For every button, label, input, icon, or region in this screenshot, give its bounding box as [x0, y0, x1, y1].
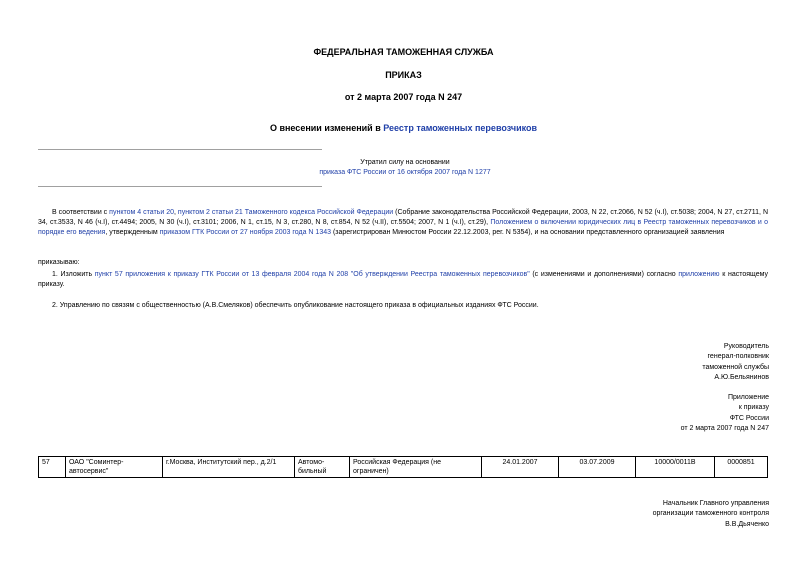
type-line: Автомо-: [298, 459, 325, 466]
status-line: Утратил силу на основании: [360, 159, 450, 166]
type-line: бильный: [298, 468, 327, 475]
preamble-text: (зарегистрирован Минюстом России 22.12.2003, рег. N 5354), и на основании представленного организацией заявления: [331, 229, 725, 236]
preamble-text: В соответствии с: [52, 209, 110, 216]
cell-reg-number: 10000/0011В: [636, 457, 715, 478]
preamble-text: ,: [174, 209, 178, 216]
cell-organization: [66, 457, 163, 478]
registry-table: [38, 456, 768, 478]
title-link-registry[interactable]: Реестр таможенных перевозчиков: [383, 123, 538, 133]
agency-name: ФЕДЕРАЛЬНАЯ ТАМОЖЕННАЯ СЛУЖБА: [313, 47, 494, 57]
cell-date-to: 03.07.2009: [559, 457, 636, 478]
order-word: приказываю:: [38, 259, 80, 266]
preamble-text: (Собрание законодательства Российской Федерации, 2003, N 22, ст.2066, N 52 (ч.I), ст.5038; 2004, N 27, ст.2711, N 34, ст.3533, N 46 (ч.I), ст.4494; 2005, N 30 (ч.I), ст.3101; 2006, N 1, ст.15, N 3, ст.280, N 8, ст.854, N 52 (ч.II), ст.5504; 2007, N 1 (ч.I), ст.29),: [38, 209, 769, 226]
appendix-line: к приказу: [738, 404, 769, 412]
footer-signature-line: Начальник Главного управления: [662, 500, 769, 507]
link-gtk-order-1343[interactable]: приказом ГТК России от 27 ноября 2003 года N 1343: [159, 229, 332, 236]
order-item-2: 2. Управлению по связям с общественностью (А.В.Смеляков) обеспечить опубликование настоящего приказа в официальных изданиях ФТС России.: [52, 302, 539, 309]
link-customs-code[interactable]: пунктом 2 статьи 21 Таможенного кодекса Российской Федерации: [177, 209, 394, 216]
signature-line: Руководитель: [723, 343, 769, 350]
org-line: автосервис": [69, 468, 109, 475]
cell-cert-number: 0000851: [715, 457, 768, 478]
appendix-line: ФТС России: [729, 414, 769, 422]
signature-line: генерал-полковник: [707, 353, 769, 361]
footer-signature-block: [653, 499, 769, 530]
appendix-block: [681, 393, 769, 435]
footer-signature-line: В.В.Дьяченко: [725, 520, 769, 528]
item-text: (с изменениями и дополнениями) согласно: [529, 271, 679, 278]
table-row: [39, 457, 768, 478]
order-item-1: [38, 270, 768, 290]
signature-block: [702, 342, 769, 384]
cell-date-from: 24.01.2007: [482, 457, 559, 478]
item-text: 1. Изложить: [52, 271, 95, 278]
status-link-order[interactable]: приказа ФТС России от 16 октября 2007 года N 1277: [319, 169, 491, 176]
signature-line: таможенной службы: [702, 363, 769, 371]
cell-number: 57: [39, 457, 66, 478]
status-note: [300, 158, 510, 178]
signature-line: А.Ю.Бельянинов: [714, 374, 769, 382]
cell-address: г.Москва, Институтский пер., д.2/1: [163, 457, 295, 478]
document-title: [0, 123, 807, 133]
divider-bottom: [38, 186, 322, 187]
cell-transport-type: [295, 457, 350, 478]
preamble-text: , утвержденным: [105, 229, 160, 236]
document-date-number: от 2 марта 2007 года N 247: [344, 92, 463, 102]
link-appendix[interactable]: приложению: [678, 271, 720, 278]
preamble-paragraph: [38, 208, 768, 238]
link-point-57[interactable]: пункт 57 приложения к приказу ГТК России от 13 февраля 2004 года N 208 "Об утверждении Реестра таможенных перевозчиков": [94, 271, 530, 278]
appendix-line: от 2 марта 2007 года N 247: [680, 425, 769, 433]
cell-region: Российская Федерация (не ограничен): [350, 457, 482, 478]
item-text: к настоящему приказу.: [38, 271, 768, 288]
title-prefix: О внесении изменений в: [269, 123, 384, 133]
divider-top: [38, 149, 322, 150]
link-regulation[interactable]: Положением о включении юридических лиц в Реестр таможенных перевозчиков и о порядке его ведения: [38, 219, 768, 236]
org-line: ОАО "Соминтер-: [69, 459, 124, 466]
link-article-20[interactable]: пунктом 4 статьи 20: [109, 209, 174, 216]
footer-signature-line: организации таможенного контроля: [652, 510, 769, 518]
document-type: ПРИКАЗ: [385, 70, 422, 80]
appendix-line: Приложение: [727, 394, 769, 401]
